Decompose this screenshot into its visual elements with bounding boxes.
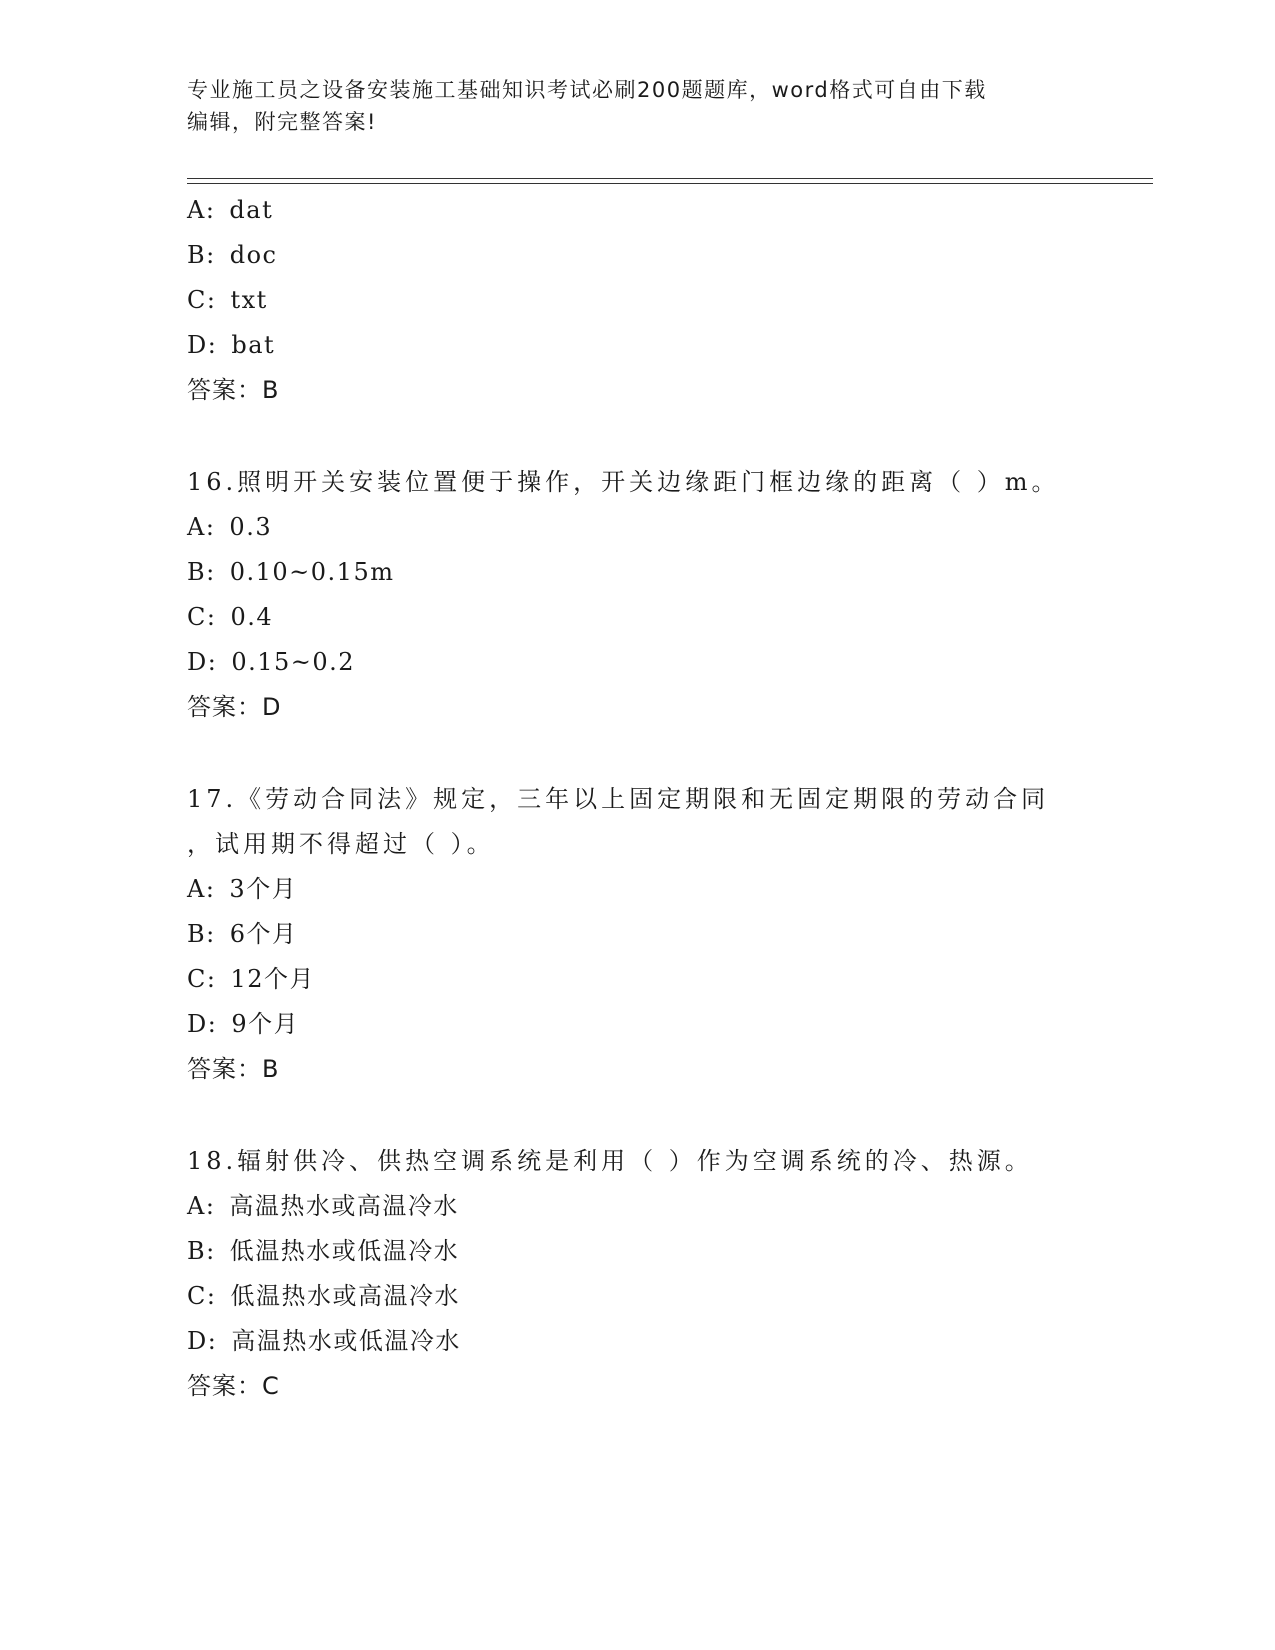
option-letter: D: bbox=[187, 1010, 218, 1038]
option-text: 0.15~0.2 bbox=[231, 648, 356, 676]
option-text: 低温热水或高温冷水 bbox=[230, 1282, 460, 1310]
option-text: bat bbox=[231, 331, 276, 359]
option-letter: A: bbox=[187, 1192, 216, 1220]
option-text: 高温热水或低温冷水 bbox=[231, 1327, 461, 1355]
option-text: 9个月 bbox=[231, 1010, 300, 1038]
q18-option-c bbox=[187, 1281, 460, 1311]
option-text: 0.4 bbox=[230, 603, 274, 631]
option-text: 低温热水或低温冷水 bbox=[229, 1237, 460, 1265]
q16-option-c bbox=[187, 602, 273, 632]
option-letter: C: bbox=[187, 603, 217, 631]
document-header bbox=[187, 74, 1087, 138]
q18-answer: 答案：C bbox=[187, 1372, 280, 1400]
option-letter: B: bbox=[187, 558, 216, 586]
q18-option-a bbox=[187, 1191, 459, 1221]
q16-answer: 答案：D bbox=[187, 693, 282, 721]
q17-answer: 答案：B bbox=[187, 1055, 280, 1083]
q15-option-b bbox=[187, 240, 278, 270]
option-text: 0.3 bbox=[229, 513, 273, 541]
option-text: 3个月 bbox=[229, 875, 298, 903]
q15-option-d bbox=[187, 330, 275, 360]
option-letter: C: bbox=[187, 286, 217, 314]
q15-option-a bbox=[187, 195, 273, 225]
q18-option-b bbox=[187, 1236, 459, 1266]
option-text: 12个月 bbox=[230, 965, 315, 993]
option-text: txt bbox=[230, 286, 268, 314]
option-letter: C: bbox=[187, 965, 217, 993]
q16-stem: 16.照明开关安装位置便于操作，开关边缘距门框边缘的距离（ ）m。 bbox=[187, 468, 1060, 496]
option-text: 高温热水或高温冷水 bbox=[229, 1192, 459, 1220]
q17-option-b bbox=[187, 919, 298, 949]
q18-option-d bbox=[187, 1326, 461, 1356]
header-divider-bottom bbox=[187, 183, 1153, 184]
q15-answer: 答案：B bbox=[187, 376, 280, 404]
option-text: doc bbox=[229, 241, 278, 269]
q17-stem-line-2: ，试用期不得超过（ ）。 bbox=[187, 830, 495, 858]
option-text: dat bbox=[229, 196, 274, 224]
q17-option-c bbox=[187, 964, 315, 994]
q17-option-a bbox=[187, 874, 297, 904]
q16-option-a bbox=[187, 512, 272, 542]
q17-stem-line-1: 17.《劳动合同法》规定，三年以上固定期限和无固定期限的劳动合同 bbox=[187, 785, 1050, 813]
header-title-line-2: 编辑，附完整答案! bbox=[187, 110, 377, 134]
header-divider-top bbox=[187, 178, 1153, 179]
option-text: 6个月 bbox=[229, 920, 298, 948]
option-letter: A: bbox=[187, 513, 216, 541]
option-letter: D: bbox=[187, 648, 218, 676]
option-letter: A: bbox=[187, 196, 216, 224]
q18-stem: 18.辐射供冷、供热空调系统是利用（ ）作为空调系统的冷、热源。 bbox=[187, 1147, 1033, 1175]
option-letter: D: bbox=[187, 331, 218, 359]
option-letter: B: bbox=[187, 920, 216, 948]
option-letter: B: bbox=[187, 241, 216, 269]
option-letter: B: bbox=[187, 1237, 216, 1265]
option-letter: D: bbox=[187, 1327, 218, 1355]
q15-option-c bbox=[187, 285, 268, 315]
q16-option-b bbox=[187, 557, 394, 587]
header-title-line-1: 专业施工员之设备安装施工基础知识考试必刷200题题库，word格式可自由下载 bbox=[187, 78, 987, 102]
q17-option-d bbox=[187, 1009, 299, 1039]
option-text: 0.10~0.15m bbox=[229, 558, 395, 586]
q16-option-d bbox=[187, 647, 355, 677]
option-letter: A: bbox=[187, 875, 216, 903]
option-letter: C: bbox=[187, 1282, 217, 1310]
